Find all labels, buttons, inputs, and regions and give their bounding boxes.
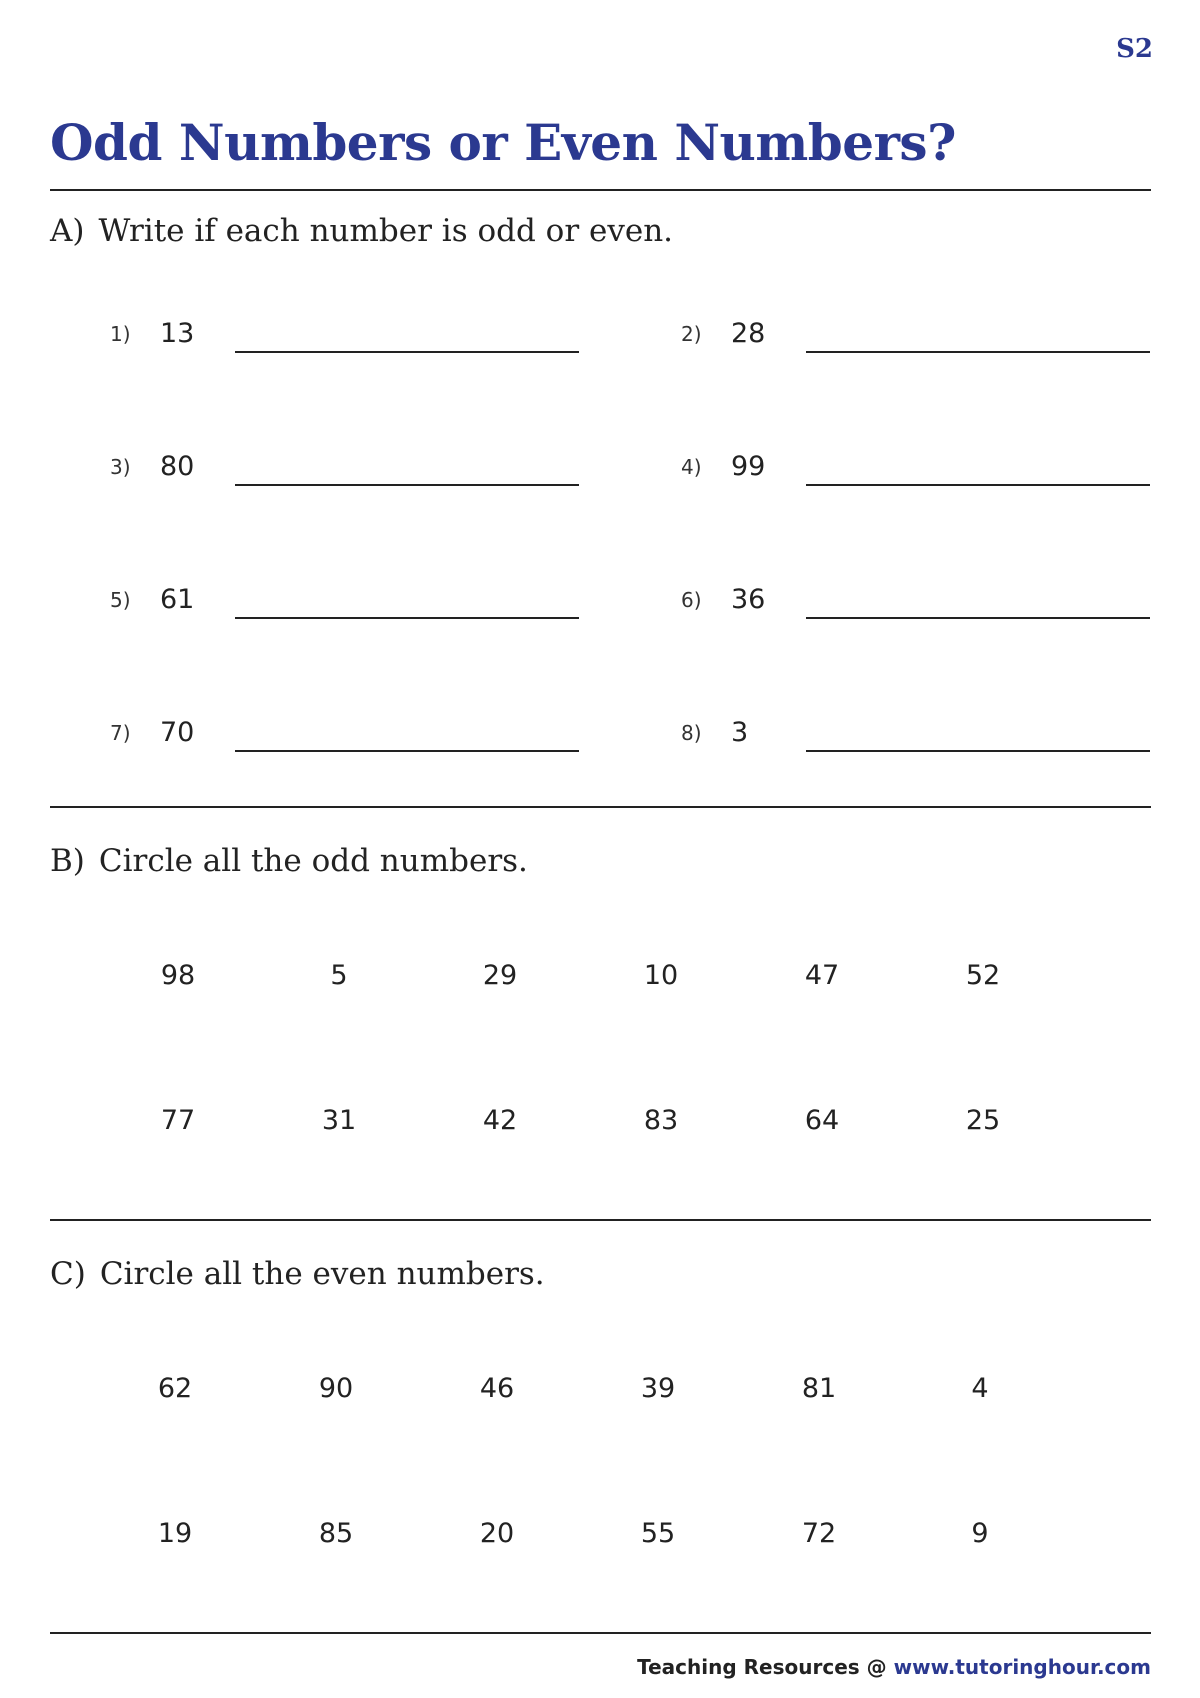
section-a-heading [50, 213, 674, 249]
number-item[interactable]: 19 [157, 1518, 193, 1549]
footer-link[interactable]: www.tutoringhour.com [893, 1655, 1151, 1679]
footer-prefix: Teaching Resources @ [637, 1655, 894, 1679]
question-value: 36 [731, 584, 766, 615]
number-item[interactable]: 42 [482, 1105, 518, 1136]
number-item[interactable]: 72 [801, 1518, 837, 1549]
answer-line[interactable] [806, 750, 1150, 752]
number-item[interactable]: 31 [321, 1105, 357, 1136]
answer-line[interactable] [806, 617, 1150, 619]
number-row [160, 960, 1138, 1000]
section-a-letter: A) [50, 213, 85, 249]
number-item[interactable]: 9 [971, 1518, 989, 1549]
question-value: 80 [160, 451, 195, 482]
divider [50, 189, 1151, 191]
answer-line[interactable] [235, 617, 579, 619]
worksheet-code: S2 [1116, 34, 1153, 64]
question-value: 13 [160, 318, 195, 349]
answer-line[interactable] [235, 351, 579, 353]
section-c-heading [50, 1256, 545, 1292]
answer-line[interactable] [806, 484, 1150, 486]
question-number: 2) [681, 322, 702, 346]
section-b-instruction: Circle all the odd numbers. [98, 843, 528, 879]
question-value: 3 [731, 717, 749, 748]
number-item[interactable]: 29 [482, 960, 518, 991]
question-number: 3) [110, 455, 131, 479]
number-item[interactable]: 55 [640, 1518, 676, 1549]
answer-line[interactable] [235, 484, 579, 486]
number-item[interactable]: 64 [804, 1105, 840, 1136]
section-c-letter: C) [50, 1256, 86, 1292]
divider [50, 1219, 1151, 1221]
number-item[interactable]: 20 [479, 1518, 515, 1549]
number-item[interactable]: 10 [643, 960, 679, 991]
number-item[interactable]: 39 [640, 1373, 676, 1404]
number-item[interactable]: 98 [160, 960, 196, 991]
answer-line[interactable] [235, 750, 579, 752]
number-item[interactable]: 5 [330, 960, 348, 991]
page-title: Odd Numbers or Even Numbers? [50, 113, 956, 172]
number-row [160, 1105, 1138, 1145]
number-item[interactable]: 52 [965, 960, 1001, 991]
number-item[interactable]: 83 [643, 1105, 679, 1136]
question-number: 8) [681, 721, 702, 745]
number-item[interactable]: 77 [160, 1105, 196, 1136]
divider [50, 806, 1151, 808]
question-number: 4) [681, 455, 702, 479]
section-c-instruction: Circle all the even numbers. [99, 1256, 545, 1292]
question-value: 61 [160, 584, 195, 615]
question-number: 7) [110, 721, 131, 745]
section-b-letter: B) [50, 843, 85, 879]
number-item[interactable]: 25 [965, 1105, 1001, 1136]
question-number: 5) [110, 588, 131, 612]
number-item[interactable]: 90 [318, 1373, 354, 1404]
section-a-instruction: Write if each number is odd or even. [98, 213, 674, 249]
answer-line[interactable] [806, 351, 1150, 353]
footer [637, 1655, 1151, 1679]
number-item[interactable]: 62 [157, 1373, 193, 1404]
number-row [157, 1518, 1135, 1558]
question-number: 1) [110, 322, 131, 346]
question-value: 99 [731, 451, 766, 482]
section-b-heading [50, 843, 528, 879]
number-row [157, 1373, 1135, 1413]
number-item[interactable]: 85 [318, 1518, 354, 1549]
number-item[interactable]: 4 [971, 1373, 989, 1404]
number-item[interactable]: 47 [804, 960, 840, 991]
question-value: 28 [731, 318, 766, 349]
question-number: 6) [681, 588, 702, 612]
question-value: 70 [160, 717, 195, 748]
number-item[interactable]: 81 [801, 1373, 837, 1404]
number-item[interactable]: 46 [479, 1373, 515, 1404]
divider [50, 1632, 1151, 1634]
